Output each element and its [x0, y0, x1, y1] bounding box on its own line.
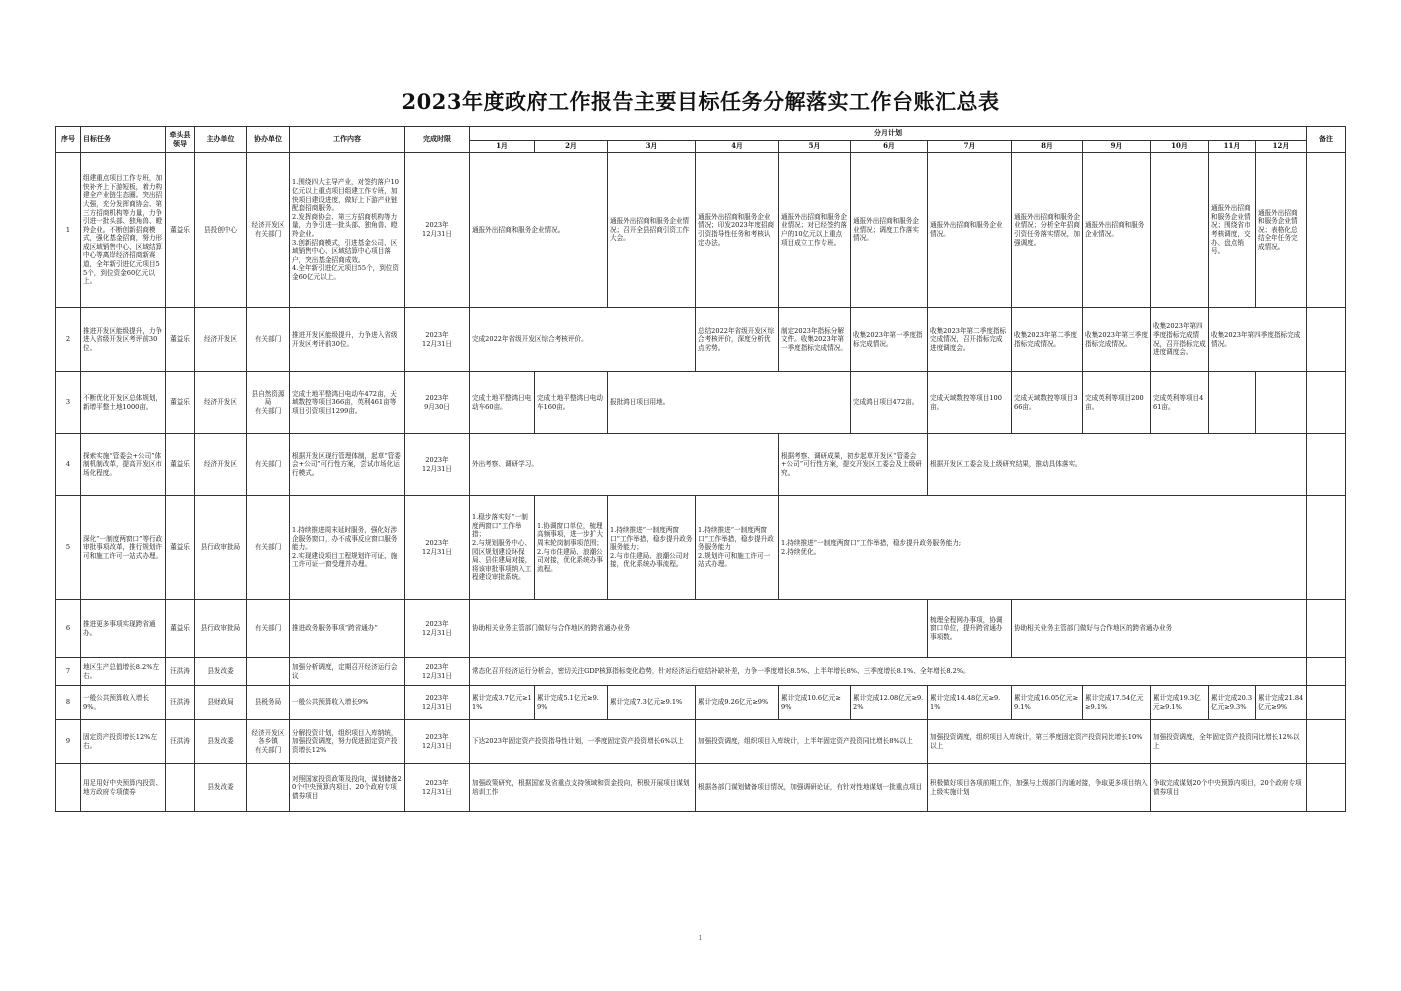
page-number: 1 [698, 935, 703, 942]
month-plan-cell: 通报外出招商和服务企业情况。 [1083, 153, 1151, 308]
month-plan-cell: 加强投资调度，全年固定资产投资同比增长12%以上 [1151, 720, 1307, 764]
row-lead-unit: 县发改委 [195, 658, 247, 686]
row-deadline: 2023年 12月31日 [405, 600, 470, 658]
page-title: 2023年度政府工作报告主要目标任务分解落实工作台账汇总表 [401, 89, 1000, 114]
row-assist-unit: 经济开发区有关部门 [247, 153, 290, 308]
month-plan-cell: 完成2022年省级开发区综合考核评价。 [470, 308, 696, 372]
month-plan-cell: 累计完成12.08亿元≥9.2% [851, 686, 928, 720]
table-row [56, 434, 1346, 496]
row-assist-unit: 县自然资源局 有关部门 [247, 372, 290, 434]
header-month: 12月 [1256, 141, 1307, 153]
month-plan-cell [1307, 372, 1346, 434]
row-leader: 汪洪涛 [166, 720, 195, 764]
month-plan-cell [1256, 372, 1307, 434]
month-plan-cell: 累计完成10.6亿元≥9% [779, 686, 851, 720]
month-plan-cell: 累计完成3.7亿元≥11% [470, 686, 535, 720]
header-month: 6月 [851, 141, 928, 153]
row-content: 对照国家投资政策及投向，谋划储备20个中央预算内项目、20个政府专项债券项目 [290, 764, 405, 812]
month-plan-cell: 加强投资调度，组织项目入库统计，上半年固定资产投资同比增长8%以上 [696, 720, 928, 764]
month-plan-cell: 完成天域数控等项目100亩。 [928, 372, 1012, 434]
month-plan-cell: 通报外出招商和服务企业情况；表格化总结全年任务完成情况。 [1256, 153, 1307, 308]
row-seq: 1 [56, 153, 81, 308]
month-plan-cell: 收集2023年第二季度指标完成情况。 [1012, 308, 1083, 372]
month-plan-cell: 累计完成9.26亿元≥9% [696, 686, 779, 720]
row-remark [1307, 434, 1346, 496]
row-content: 加强分析调度，定期召开经济运行会议 [290, 658, 405, 686]
month-plan-cell: 协助相关业务主管部门做好与合作地区的跨省通办业务 [470, 600, 928, 658]
header-month: 2月 [535, 141, 608, 153]
month-plan-cell: 报批鸿日项目用地。 [608, 372, 851, 434]
row-content: 1.持续推进周末延时服务，强化好涉企服务窗口，办不成事反应窗口服务能力。 2.实现建设项目工程规划许可证、施工许可证一窗受理并办理。 [290, 496, 405, 600]
row-seq: 4 [56, 434, 81, 496]
row-lead-unit: 县财政局 [195, 686, 247, 720]
row-leader: 董益乐 [166, 496, 195, 600]
month-plan-cell: 完成土地平整鸿日电动车60亩。 [470, 372, 535, 434]
month-plan-cell: 完成英利等项目461亩。 [1151, 372, 1209, 434]
month-plan-cell: 收集2023年第二季度指标完成情况，召开指标完成进度调度会。 [928, 308, 1012, 372]
table-row [56, 153, 1346, 308]
row-target: 地区生产总值增长8.2%左右。 [81, 658, 166, 686]
header-month: 8月 [1012, 141, 1083, 153]
month-plan-cell: 1.持续推进“一制度两窗口”工作举措，稳步提升政务服务能力； 2.与市住建局、浪潮公司对接，优化系统办事流程。 [608, 496, 696, 600]
row-deadline: 2023年 12月31日 [405, 153, 470, 308]
month-plan-cell: 完成土地平整鸿日电动车160亩。 [535, 372, 608, 434]
month-plan-cell: 积极做好项目各项前期工作，加强与上级部门沟通对接，争取更多项目纳入上级实施计划 [928, 764, 1151, 812]
month-plan-cell: 累计完成5.1亿元≥9.9% [535, 686, 608, 720]
row-deadline: 2023年 12月31日 [405, 496, 470, 600]
row-content: 1.围绕四大主导产业，对签约落户10亿元以上重点项目组建工作专班，加快项目建设进度，做好上下游产业链配套招商服务。 2.发挥商协会、第三方招商机构等力量，力争引进一批头部、独角兽、瞪羚企业。 3.创新招商模式，引进基金公司、区域销售中心、区域结算中心项目落户，突出基金招商成效。 4.全年新引进亿元项目55个，到位资金60亿元以上。 [290, 153, 405, 308]
month-plan-cell: 完成英利等项目200亩。 [1083, 372, 1151, 434]
header-month: 1月 [470, 141, 535, 153]
month-plan-cell: 累计完成16.05亿元≥9.1% [1012, 686, 1083, 720]
month-plan-cell: 通报外出招商和服务企业情况；围绕省市考核调度，交办、盘点销号。 [1209, 153, 1256, 308]
month-plan-cell: 下达2023年固定资产投资指导性计划，一季度固定资产投资增长6%以上 [470, 720, 696, 764]
row-deadline: 2023年 12月31日 [405, 308, 470, 372]
month-plan-cell: 外出考察、调研学习。 [470, 434, 779, 496]
row-remark [1307, 153, 1346, 308]
month-plan-cell: 根据考察、调研成果，初步起草开发区“管委会+公司”可行性方案，提交开发区工委会及上级研究。 [779, 434, 928, 496]
month-plan-cell: 常态化召开经济运行分析会，密切关注GDP核算指标变化趋势，针对经济运行症结补缺补差，力争一季度增长8.5%、上半年增长8%、三季度增长8.1%、全年增长8.2%。 [470, 658, 1307, 686]
month-plan-cell: 通报外出招商和服务企业情况；召开全县招商引资工作大会。 [608, 153, 696, 308]
month-plan-cell: 加强投资调度，组织项目入库统计，第三季度固定资产投资同比增长10%以上 [928, 720, 1151, 764]
table-row [56, 372, 1346, 434]
table-row [56, 658, 1346, 686]
month-plan-cell: 根据各部门谋划储备项目情况，加强调研论证，有针对性地谋划一批重点项目 [696, 764, 928, 812]
row-target: 固定资产投资增长12%左右。 [81, 720, 166, 764]
row-lead-unit: 县发改委 [195, 764, 247, 812]
header-month: 4月 [696, 141, 779, 153]
header-assist-unit: 协办单位 [247, 127, 290, 153]
month-plan-cell: 累计完成7.3亿元≥9.1% [608, 686, 696, 720]
row-seq: 2 [56, 308, 81, 372]
row-assist-unit: 经济开发区 各乡镇 有关部门 [247, 720, 290, 764]
row-deadline: 2023年 12月31日 [405, 658, 470, 686]
header-month: 11月 [1209, 141, 1256, 153]
month-plan-cell: 完成天域数控等项目366亩。 [1012, 372, 1083, 434]
row-assist-unit: 有关部门 [247, 308, 290, 372]
row-assist-unit: 有关部门 [247, 434, 290, 496]
month-plan-cell: 1.稳步落实好“一制度两窗口”工作举措； 2.与规划服务中心、园区规划建设环保局、县住建局对接，将该审批事项纳入工程建设审批系统。 [470, 496, 535, 600]
row-target: 探索实施“管委会+公司”体制机制改革，提高开发区市场化程度。 [81, 434, 166, 496]
table-row [56, 308, 1346, 372]
row-lead-unit: 县投创中心 [195, 153, 247, 308]
row-content: 一般公共预算收入增长9% [290, 686, 405, 720]
month-plan-cell: 总结2022年省级开发区综合考核评价，深度分析优点劣势。 [696, 308, 779, 372]
header-month: 10月 [1151, 141, 1209, 153]
row-leader: 董益乐 [166, 308, 195, 372]
month-plan-cell: 制定2023年指标分解文件。收集2023年第一季度指标完成情况。 [779, 308, 851, 372]
row-lead-unit: 经济开发区 [195, 308, 247, 372]
month-plan-cell [1209, 372, 1256, 434]
row-leader [166, 764, 195, 812]
row-lead-unit: 县行政审批局 [195, 496, 247, 600]
header-remark: 备注 [1307, 127, 1346, 153]
table-row [56, 600, 1346, 658]
row-lead-unit: 经济开发区 [195, 434, 247, 496]
row-lead-unit: 县发改委 [195, 720, 247, 764]
row-deadline: 2023年 12月31日 [405, 686, 470, 720]
row-target: 推进更多事项实现跨省通办。 [81, 600, 166, 658]
header-seq: 序号 [56, 127, 81, 153]
month-plan-cell: 收集2023年第一季度指标完成情况。 [851, 308, 928, 372]
month-plan-cell: 1.持续推进“一制度两窗口”工作举措，稳步提升政务服务能力; 2.持续优化。 [779, 496, 1307, 600]
header-month: 3月 [608, 141, 696, 153]
row-leader: 汪洪涛 [166, 658, 195, 686]
table-row [56, 720, 1346, 764]
month-plan-cell: 加强政策研究，根据国家及省重点支持领域和资金投向，积极开展项目谋划培训工作 [470, 764, 696, 812]
row-lead-unit: 经济开发区 [195, 372, 247, 434]
row-remark [1307, 658, 1346, 686]
row-seq: 8 [56, 686, 81, 720]
row-seq: 9 [56, 720, 81, 764]
row-content: 推进开发区能级提升，力争进入省级开发区考评前30位。 [290, 308, 405, 372]
month-plan-cell: 1.持续推进“一制度两窗口”工作举措，稳步提升政务服务能力 2.规划许可和施工许可一站式办理。 [696, 496, 779, 600]
month-plan-cell [1151, 153, 1209, 308]
row-leader: 董益乐 [166, 372, 195, 434]
month-plan-cell: 累计完成21.84亿元≥9% [1256, 686, 1307, 720]
row-leader: 董益乐 [166, 434, 195, 496]
row-target: 深化“一制度两窗口”等行政审批事项改革，推行规划许可和施工许可一站式办理。 [81, 496, 166, 600]
row-leader: 董益乐 [166, 153, 195, 308]
row-remark [1307, 686, 1346, 720]
row-remark [1307, 764, 1346, 812]
month-plan-cell: 通报外出招商和服务企业情况；分析全年招商引资任务落实情况，加强调度。 [1012, 153, 1083, 308]
row-assist-unit: 有关部门 [247, 600, 290, 658]
row-content: 根据开发区现行管理体制，起草“管委会+公司”可行性方案，尝试市场化运行模式。 [290, 434, 405, 496]
row-remark [1307, 720, 1346, 764]
row-leader: 董益乐 [166, 600, 195, 658]
header-monthly: 分月计划 [470, 127, 1307, 141]
month-plan-cell: 根据开发区工委会及上级研究结果，推动具体落实。 [928, 434, 1307, 496]
row-assist-unit: 县税务局 [247, 686, 290, 720]
header-leader: 牵头县领导 [166, 127, 195, 153]
month-plan-cell: 累计完成17.54亿元≥9.1% [1083, 686, 1151, 720]
row-leader: 汪洪涛 [166, 686, 195, 720]
month-plan-cell: 争取完成谋划20个中央预算内项目，20个政府专项债券项目 [1151, 764, 1307, 812]
row-remark [1307, 600, 1346, 658]
row-remark [1307, 308, 1346, 372]
table-row [56, 764, 1346, 812]
row-seq: 3 [56, 372, 81, 434]
table-body [56, 153, 1346, 812]
month-plan-cell: 通报外出招商和服务企业情况；调度工作落实情况。 [851, 153, 928, 308]
row-target: 一般公共预算收入增长9%。 [81, 686, 166, 720]
month-plan-cell: 梳理全程网办事项，协调窗口单位，提升跨省通办事项数。 [928, 600, 1012, 658]
month-plan-cell: 通报外出招商和服务企业情况；对已经签约落户的10亿元以上重点项目成立工作专班。 [779, 153, 851, 308]
month-plan-cell: 累计完成19.3亿元≥9.1% [1151, 686, 1209, 720]
row-target: 用足用好中央预算内投资、地方政府专项债券 [81, 764, 166, 812]
month-plan-cell: 通报外出招商和服务企业情况。 [470, 153, 608, 308]
row-deadline: 2023年 9月30日 [405, 372, 470, 434]
row-target: 组建重点项目工作专班，加快补齐上下游短板，着力构建全产业链生态圈。突出招大强，充分发挥商协会、第三方招商机构等力量，力争引进一批头部、独角兽、瞪羚企业。不断创新招商模式，强化基金招商，努力形成区域销售中心、区域结算中心等离岸经济招商新赛道，全年新引进亿元项目55个，到位资金60亿元以上。 [81, 153, 166, 308]
month-plan-cell: 1.协调窗口单位，梳理高频事项，进一步扩大周末轮岗制事项范围； 2.与市住建局、浪潮公司对接，优化系统办事流程。 [535, 496, 608, 600]
header-lead-unit: 主办单位 [195, 127, 247, 153]
row-assist-unit [247, 764, 290, 812]
month-plan-cell: 完成鸿日项目472亩。 [851, 372, 928, 434]
row-target: 推进开发区能级提升，力争进入省级开发区考评前30位。 [81, 308, 166, 372]
month-plan-cell: 累计完成14.48亿元≥9.1% [928, 686, 1012, 720]
table-row [56, 496, 1346, 600]
row-seq [56, 764, 81, 812]
row-seq: 6 [56, 600, 81, 658]
summary-table [55, 126, 1346, 812]
month-plan-cell: 累计完成20.3亿元≥9.3% [1209, 686, 1256, 720]
header-deadline: 完成时限 [405, 127, 470, 153]
table-row [56, 686, 1346, 720]
row-deadline: 2023年 12月31日 [405, 434, 470, 496]
header-month: 5月 [779, 141, 851, 153]
row-content: 分解投资计划，组织项目入库纳统，加强投资调度，努力促进固定资产投资增长12% [290, 720, 405, 764]
header-content: 工作内容 [290, 127, 405, 153]
month-plan-cell: 协助相关业务主管部门做好与合作地区的跨省通办业务 [1012, 600, 1307, 658]
header-month: 7月 [928, 141, 1012, 153]
header-month: 9月 [1083, 141, 1151, 153]
row-content: 完成土地平整鸿日电动车472亩，天域数控等项目366亩，英利461亩等项目引资项目1299亩。 [290, 372, 405, 434]
header-target: 目标任务 [81, 127, 166, 153]
row-assist-unit [247, 658, 290, 686]
month-plan-cell: 收集2023年第四季度指标完成情况。 [1209, 308, 1307, 372]
row-seq: 7 [56, 658, 81, 686]
row-target: 不断优化开发区总体规划，新增平整土地1000亩。 [81, 372, 166, 434]
row-deadline: 2023年 12月31日 [405, 720, 470, 764]
row-lead-unit: 县行政审批局 [195, 600, 247, 658]
month-plan-cell: 收集2023年第三季度指标完成情况。 [1083, 308, 1151, 372]
month-plan-cell: 通报外出招商和服务企业情况。 [928, 153, 1012, 308]
row-content: 推进政务服务事项“跨省通办” [290, 600, 405, 658]
row-deadline: 2023年 12月31日 [405, 764, 470, 812]
row-remark [1307, 496, 1346, 600]
month-plan-cell: 收集2023年第四季度指标完成情况，召开指标完成进度调度会。 [1151, 308, 1209, 372]
row-assist-unit: 有关部门 [247, 496, 290, 600]
month-plan-cell: 通报外出招商和服务企业情况；印发2023年度招商引资指导性任务和考核认定办法。 [696, 153, 779, 308]
row-seq: 5 [56, 496, 81, 600]
